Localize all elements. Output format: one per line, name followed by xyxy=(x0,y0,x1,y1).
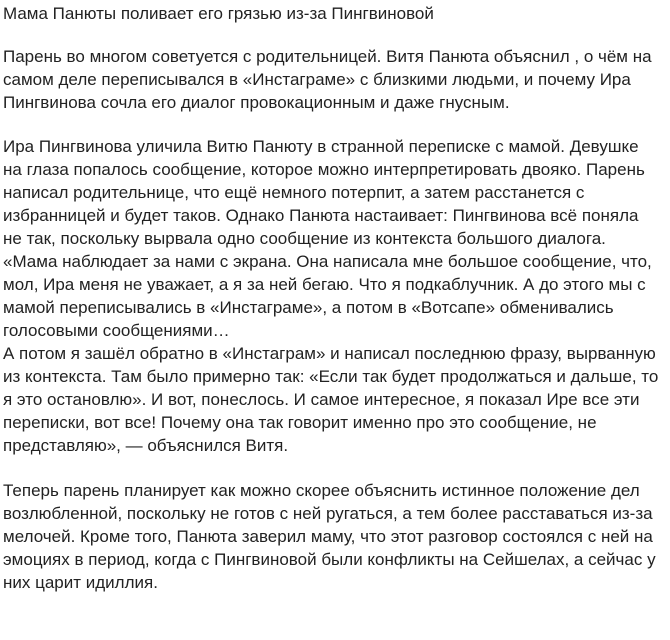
paragraph-1-line: Пингвинова сочла его диалог провокационным и даже гнусным. xyxy=(3,93,510,112)
paragraph-2-line: голосовыми сообщениями… xyxy=(3,321,230,340)
paragraph-2-line: «Мама наблюдает за нами с экрана. Она написала мне большое сообщение, что, xyxy=(3,252,652,271)
paragraph-1-line: Парень во многом советуется с родительницей. Витя Панюта объяснил , о чём на xyxy=(3,47,652,66)
paragraph-3-line: А потом я зашёл обратно в «Инстаграм» и написал последнюю фразу, вырванную xyxy=(3,344,656,363)
article xyxy=(0,2,670,640)
paragraph-3-line: из контекста. Там было примерно так: «Если так будет продолжаться и дальше, то xyxy=(3,367,659,386)
paragraph-2-line: на глаза попалось сообщение, которое можно интерпретировать двояко. Парень xyxy=(3,160,645,179)
paragraph-4-line: эмоциях в период, когда с Пингвиновой были конфликты на Сейшелах, а сейчас у xyxy=(3,550,656,569)
paragraph-3 xyxy=(3,342,670,457)
paragraph-4 xyxy=(3,479,670,594)
paragraph-2-line: мамой переписывались в «Инстаграме», а потом в «Вотсапе» обменивались xyxy=(3,298,614,317)
paragraph-4-line: мелочей. Кроме того, Панюта заверил маму, что этот разговор состоялся с ней на xyxy=(3,527,653,546)
paragraph-2-line: мол, Ира меня не уважает, а я за ней бегаю. Что я подкаблучник. А до этого мы с xyxy=(3,275,646,294)
paragraph-3-line: переписки, вот все! Почему она так говорит именно про это сообщение, не xyxy=(3,413,597,432)
paragraph-4-line: них царит идиллия. xyxy=(3,573,158,592)
paragraph-1 xyxy=(3,45,670,114)
paragraph-1-line: самом деле переписывался в «Инстаграме» с близкими людьми, и почему Ира xyxy=(3,70,631,89)
paragraph-2-line: избранницей и будет таков. Однако Панюта настаивает: Пингвинова всё поняла xyxy=(3,206,639,225)
article-title: Мама Панюты поливает его грязью из-за Пингвиновой xyxy=(3,4,434,23)
paragraph-3-line: я это остановлю». И вот, понеслось. И самое интересное, я показал Ире все эти xyxy=(3,390,640,409)
paragraph-3-line: представляю», — объяснился Витя. xyxy=(3,436,289,455)
paragraph-2-line: не так, поскольку вырвала одно сообщение из контекста большого диалога. xyxy=(3,229,606,248)
paragraph-2-line: Ира Пингвинова уличила Витю Панюту в странной переписке с мамой. Девушке xyxy=(3,137,639,156)
paragraph-2-line: написал родительнице, что ещё немного потерпит, а затем расстанется с xyxy=(3,183,585,202)
paragraph-4-line: возлюбленной, поскольку не готов с ней ругаться, а тем более расставаться из-за xyxy=(3,504,653,523)
paragraph-2 xyxy=(3,135,670,342)
paragraph-4-line: Теперь парень планирует как можно скорее объяснить истинное положение дел xyxy=(3,481,640,500)
